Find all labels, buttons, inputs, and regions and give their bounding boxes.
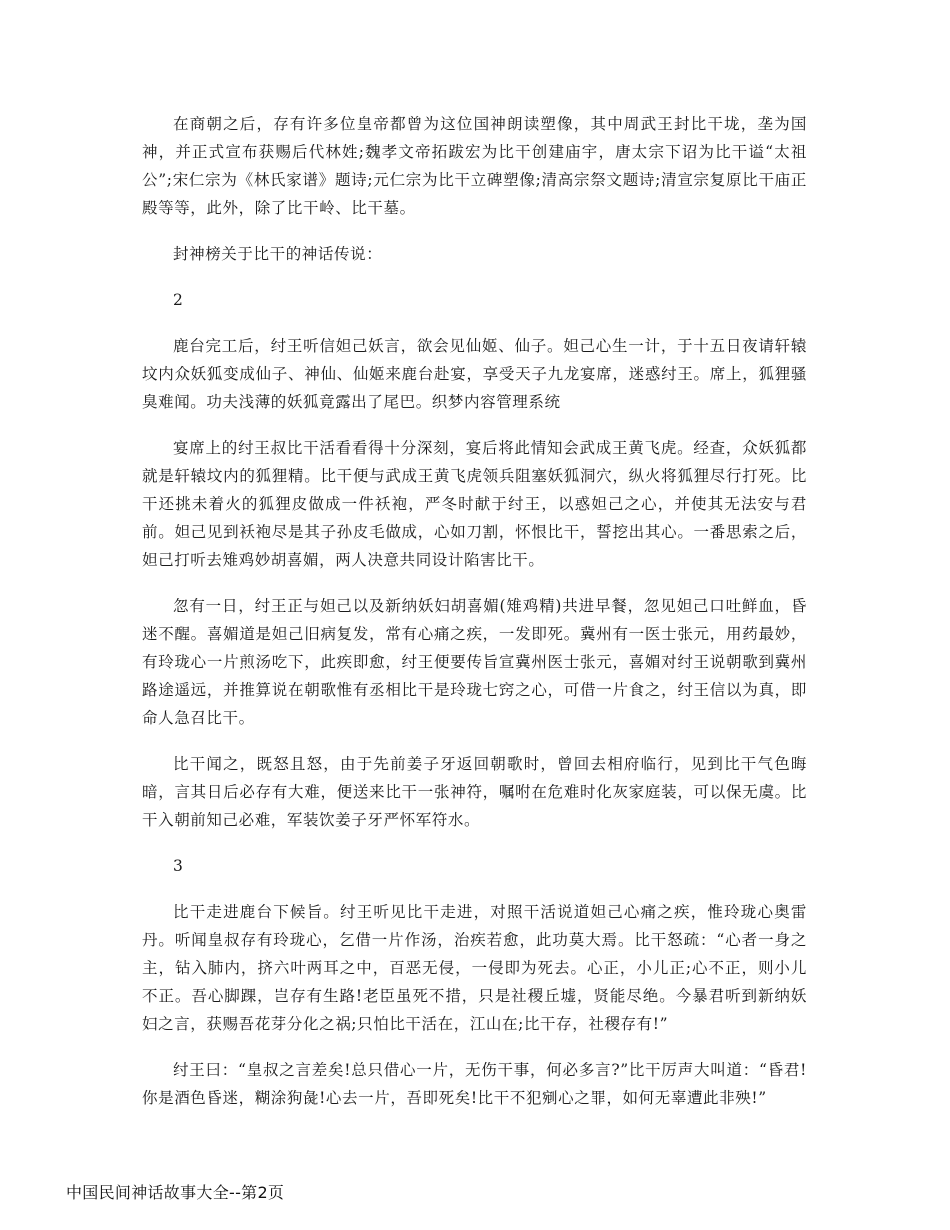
- paragraph: 比干走进鹿台下候旨。纣王听见比干走进，对照干活说道妲己心痛之疾，惟玲珑心奥雷丹。听闻皇叔存有玲珑心，乞借一片作汤，治疾若愈，此功莫大焉。比干怒疏：“心者一身之主，钻入肺内，挤六叶两耳之中，百恶无侵，一侵即为死去。心正，小儿正;心不正，则小儿不正。吾心脚踝，岂存有生路!老臣虽死不措，只是社稷丘墟，贤能尽绝。今暴君听到新纳妖妇之言，获赐吾花芽分化之祸;只怕比干活在，江山在;比干存，社稷存有!”: [142, 903, 807, 1033]
- paragraph: 忽有一日，纣王正与妲己以及新纳妖妇胡喜媚(雉鸡精)共进早餐，忽见妲己口吐鲜血，昏迷不醒。喜媚道是妲己旧病复发，常有心痛之疾，一发即死。冀州有一医士张元，用药最妙，有玲珑心一片煎汤吃下，此疾即愈，纣王便要传旨宣冀州医士张元，喜媚对纣王说朝歌到冀州路途遥远，并推算说在朝歌惟有丞相比干是玲珑七窍之心，可借一片食之，纣王信以为真，即命人急召比干。: [142, 597, 807, 727]
- section-number: 3: [173, 857, 183, 875]
- paragraph: 宴席上的纣王叔比干活看看得十分深刻，宴后将此情知会武成王黄飞虎。经查，众妖狐都就是轩辕坟内的狐狸精。比干便与武成王黄飞虎领兵阻塞妖狐洞穴，纵火将狐狸尽行打死。比干还挑未着火的狐狸皮做成一件袄袍，严冬时献于纣王，以惑妲己之心，并使其无法安与君前。妲己见到袄袍尽是其子孙皮毛做成，心如刀割，怀恨比干，誓挖出其心。一番思索之后，妲己打听去雉鸡妙胡喜媚，两人决意共同设计陷害比干。: [142, 439, 807, 569]
- section-number: 2: [173, 291, 183, 309]
- paragraph: 封神榜关于比干的神话传说：: [173, 245, 383, 263]
- page-footer: 中国民间神话故事大全--第2页: [66, 1183, 285, 1202]
- paragraph: 在商朝之后，存有许多位皇帝都曾为这位国神朗读塑像，其中周武王封比干垅，垄为国神，并正式宣布获赐后代林姓;魏孝文帝拓跋宏为比干创建庙宇，唐太宗下诏为比干谥“太祖公”;宋仁宗为《林氏家谱》题诗;元仁宗为比干立碑塑像;清高宗祭文题诗;清宣宗复原比干庙正殿等等，此外，除了比干岭、比干墓。: [142, 115, 807, 217]
- document-body: [142, 110, 807, 1130]
- paragraph: 比干闻之，既怒且怒，由于先前姜子牙返回朝歌时，曾回去相府临行，见到比干气色晦暗，言其日后必存有大难，便送来比干一张神符，嘱咐在危难时化灰家庭装，可以保无虞。比干入朝前知己必难，军装饮姜子牙严怀军符水。: [142, 755, 807, 829]
- paragraph: 鹿台完工后，纣王听信妲己妖言，欲会见仙姬、仙子。妲己心生一计，于十五日夜请轩辕坟内众妖狐变成仙子、神仙、仙姬来鹿台赴宴，享受天子九龙宴席，迷惑纣王。席上，狐狸骚臭难闻。功夫浅薄的妖狐竟露出了尾巴。织梦内容管理系统: [142, 337, 807, 411]
- paragraph: 纣王曰：“皇叔之言差矣!总只借心一片，无伤干事，何必多言?”比干厉声大叫道：“昏君!你是酒色昏迷，糊涂狗彘!心去一片，吾即死矣!比干不犯剜心之罪，如何无辜遭此非殃!”: [142, 1061, 807, 1107]
